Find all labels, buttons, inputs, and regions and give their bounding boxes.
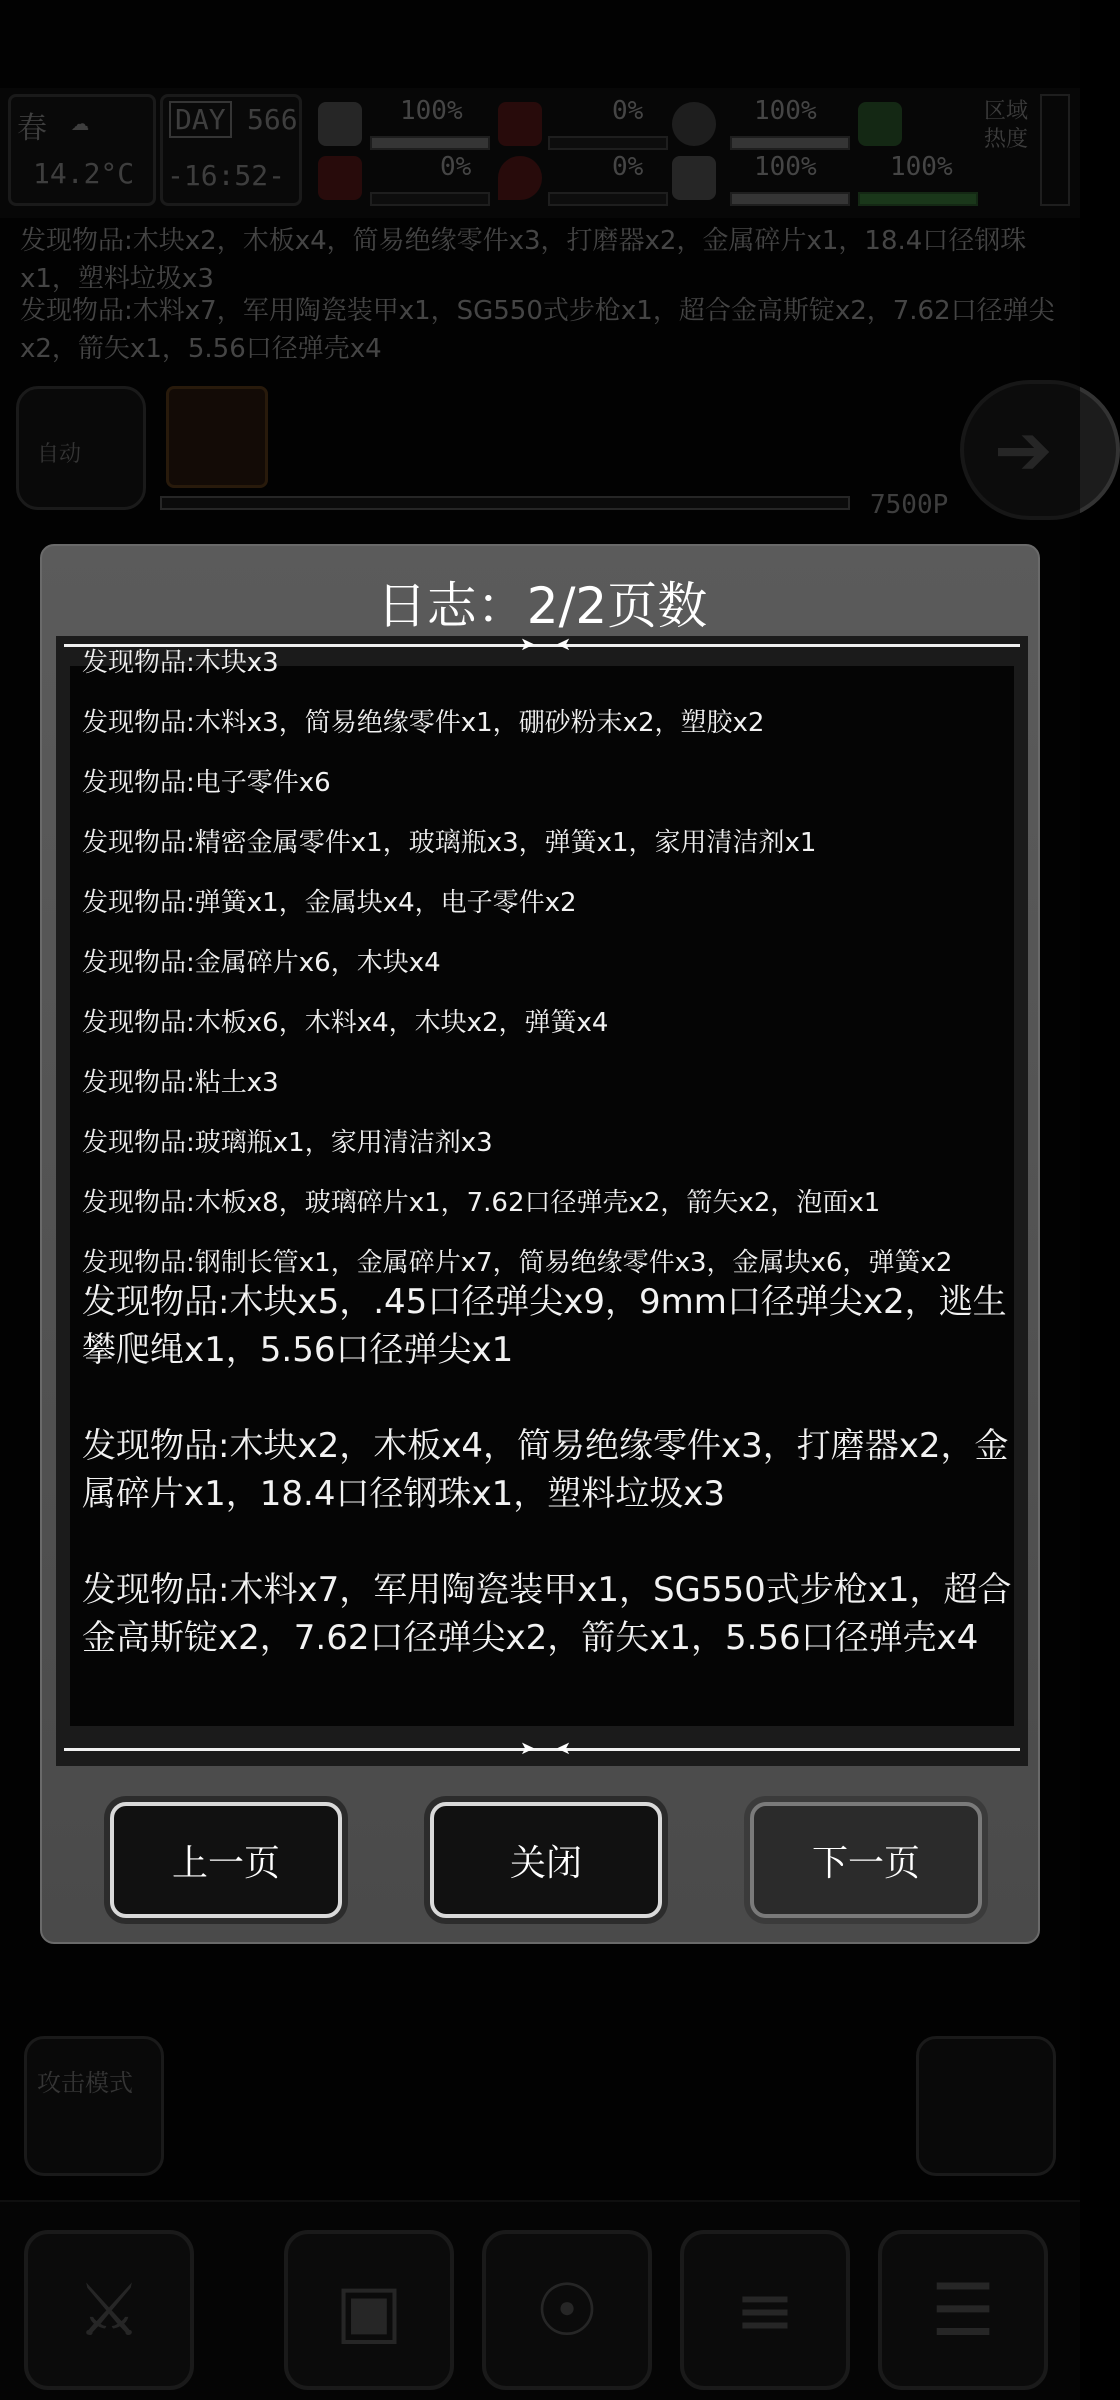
arrow-right-icon: ➤ [520,634,536,655]
log-entry: 发现物品:金属碎片x6，木块x4 [82,948,441,978]
dialog-title: 日志：2/2页数 [376,577,708,635]
arrow-right-icon: ➤ [520,1738,536,1759]
log-entry: 发现物品:木料x3，简易绝缘零件x1，硼砂粉末x2，塑胶x2 [82,708,765,738]
log-entry: 发现物品:钢制长管x1，金属碎片x7，简易绝缘零件x3，金属块x6，弹簧x2 [82,1248,953,1278]
top-divider [64,634,1020,655]
log-dialog [40,544,1040,1944]
log-entry-large: 发现物品:木块x2，木板x4，简易绝缘零件x3，打磨器x2，金属碎片x1，18.4口径钢珠x1，塑料垃圾x3 [82,1426,1009,1514]
log-frame [56,636,1028,1766]
log-entry: 发现物品:木板x8，玻璃碎片x1，7.62口径弹壳x2，箭矢x2，泡面x1 [82,1188,881,1218]
log-entry: 发现物品:弹簧x1，金属块x4，电子零件x2 [82,888,577,918]
log-entry: 发现物品:粘土x3 [82,1068,279,1098]
log-entry-large: 发现物品:木块x5，.45口径弹尖x9，9mm口径弹尖x2，逃生攀爬绳x1，5.56口径弹尖x1 [82,1282,1007,1370]
next-page-button[interactable]: 下一页 [750,1802,982,1918]
close-button[interactable]: 关闭 [430,1802,662,1918]
arrow-left-icon: ➤ [556,1738,572,1759]
bottom-divider [64,1738,1020,1759]
log-entry: 发现物品:玻璃瓶x1，家用清洁剂x3 [82,1128,493,1158]
log-entry: 发现物品:精密金属零件x1，玻璃瓶x3，弹簧x1，家用清洁剂x1 [82,828,817,858]
log-entry-large: 发现物品:木料x7，军用陶瓷装甲x1，SG550式步枪x1，超合金高斯锭x2，7.62口径弹尖x2，箭矢x1，5.56口径弹壳x4 [82,1570,1012,1658]
prev-page-button[interactable]: 上一页 [110,1802,342,1918]
log-entry: 发现物品:电子零件x6 [82,768,331,798]
log-entry: 发现物品:木板x6，木料x4，木块x2，弹簧x4 [82,1008,609,1038]
log-scroll-area[interactable] [70,648,1014,1726]
arrow-left-icon: ➤ [556,634,572,655]
log-entry: 发现物品:木块x3 [82,648,279,678]
